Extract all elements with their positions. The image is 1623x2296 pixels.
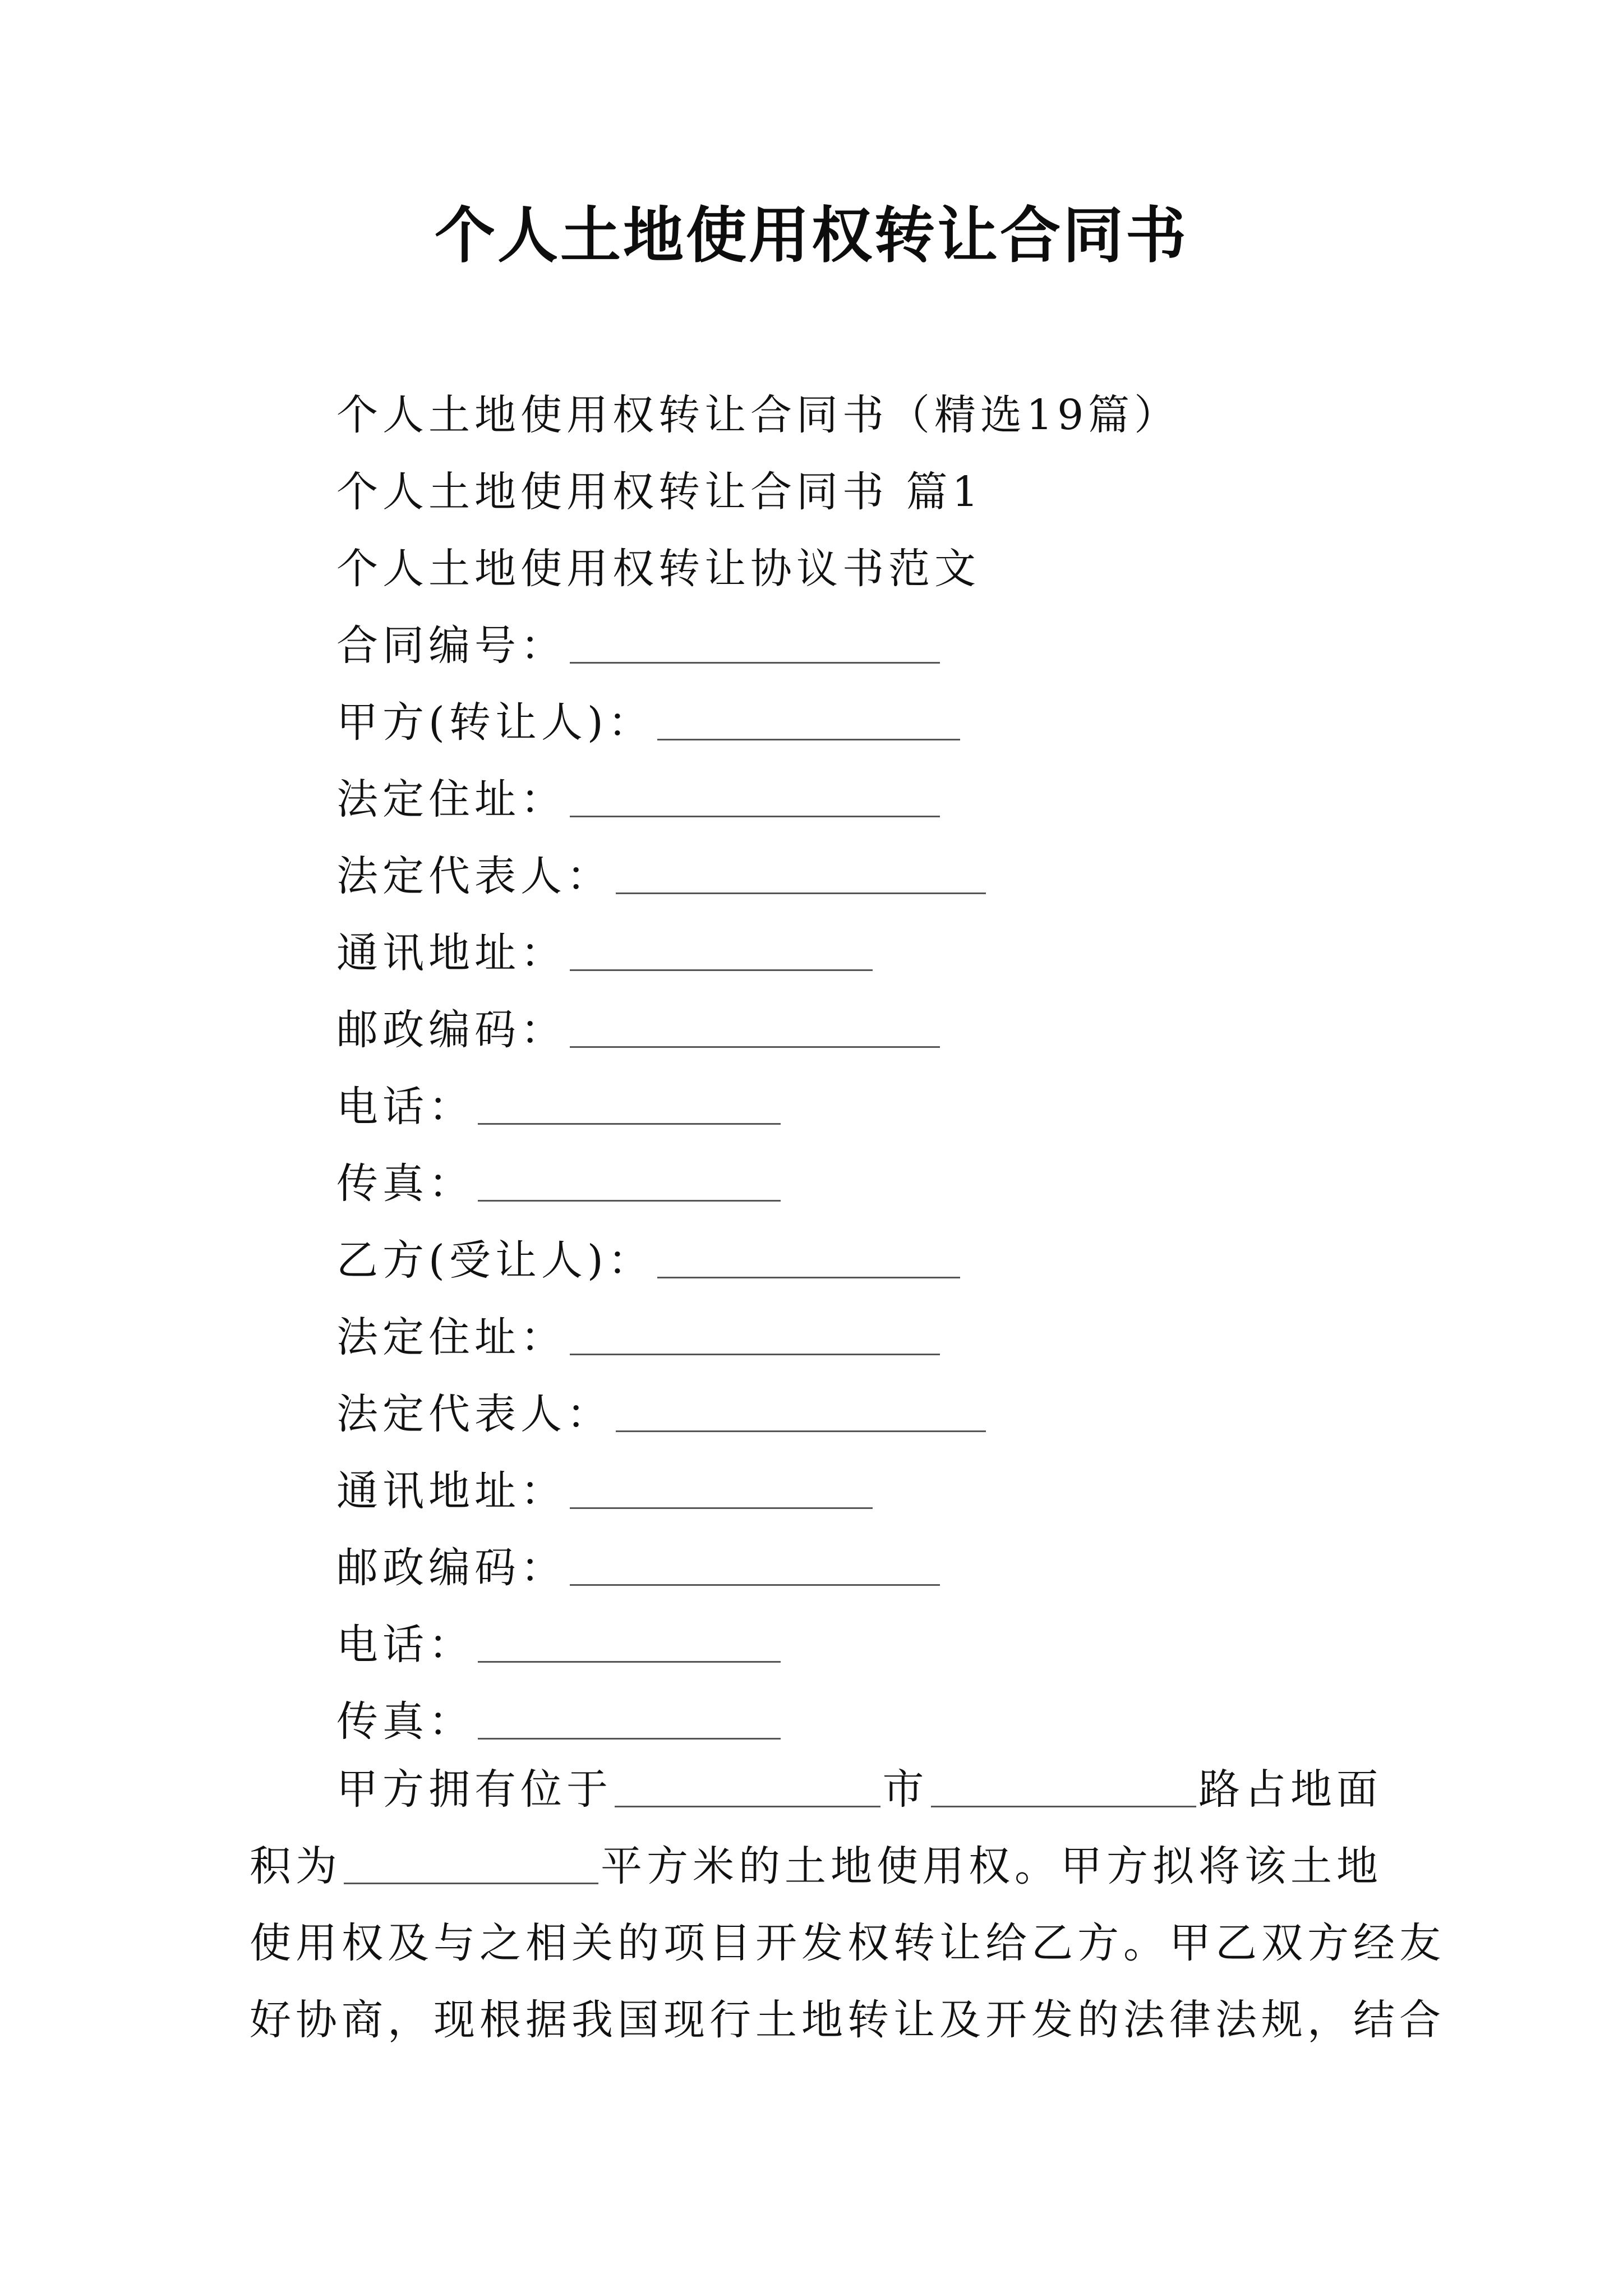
party-a-mailing-address-label: 通讯地址：: [336, 929, 566, 977]
agreement-heading-line: [336, 531, 1458, 608]
party-a-mailing-address-field: [336, 915, 1458, 992]
chapter-text: 个人土地使用权转让合同书 篇1: [336, 468, 983, 516]
party-a-field: [336, 684, 1458, 761]
paragraph-text: 市: [882, 1765, 929, 1814]
party-b-fax-label: 传真：: [336, 1697, 474, 1746]
party-a-postcode-blank: [570, 1046, 940, 1048]
party-b-mailing-address-field: [336, 1453, 1458, 1530]
paragraph-text: 使用权及与之相关的项目开发权转让给乙方。甲乙双方经友: [250, 1919, 1445, 1967]
contract-number-field: [336, 608, 1458, 684]
paragraph-text: 积为: [250, 1842, 342, 1890]
party-a-representative-blank: [616, 892, 986, 894]
party-a-representative-field: [336, 838, 1458, 915]
party-b-phone-field: [336, 1607, 1458, 1683]
contract-header-lines: [336, 377, 1458, 1760]
party-b-mailing-address-label: 通讯地址：: [336, 1467, 566, 1515]
area-blank: [344, 1883, 598, 1884]
party-b-address-blank: [570, 1354, 940, 1355]
party-b-field: [336, 1222, 1458, 1299]
party-b-address-field: [336, 1299, 1458, 1376]
party-b-fax-blank: [478, 1738, 781, 1740]
paragraph-text: 路占地面: [1198, 1765, 1382, 1814]
party-a-blank: [657, 739, 960, 740]
party-b-postcode-field: [336, 1530, 1458, 1607]
party-a-fax-blank: [478, 1200, 781, 1202]
party-a-address-label: 法定住址：: [336, 775, 566, 823]
party-a-phone-label: 电话：: [336, 1083, 474, 1131]
contract-number-label: 合同编号：: [336, 622, 566, 670]
paragraph-line-1: [250, 1751, 1382, 1828]
party-a-representative-label: 法定代表人：: [336, 852, 612, 900]
party-a-mailing-address-blank: [570, 969, 873, 971]
party-b-postcode-label: 邮政编码：: [336, 1544, 566, 1592]
party-b-phone-blank: [478, 1661, 781, 1663]
party-a-postcode-field: [336, 992, 1458, 1069]
party-b-label: 乙方(受让人)：: [336, 1236, 654, 1285]
party-b-representative-label: 法定代表人：: [336, 1390, 612, 1438]
paragraph-line-4: [250, 1982, 1445, 2059]
party-b-postcode-blank: [570, 1584, 940, 1586]
contract-number-blank: [570, 662, 940, 664]
party-a-postcode-label: 邮政编码：: [336, 1006, 566, 1054]
chapter-line: [336, 454, 1458, 531]
party-b-blank: [657, 1277, 960, 1278]
paragraph-text: 甲方拥有位于: [336, 1765, 612, 1814]
party-b-address-label: 法定住址：: [336, 1313, 566, 1361]
party-b-representative-field: [336, 1376, 1458, 1453]
party-a-address-field: [336, 761, 1458, 838]
agreement-heading-text: 个人土地使用权转让协议书范文: [336, 545, 980, 593]
road-blank: [931, 1806, 1197, 1807]
subtitle-line: [336, 377, 1458, 454]
paragraph-text: 平方米的土地使用权。甲方拟将该土地: [601, 1842, 1382, 1890]
party-b-mailing-address-blank: [570, 1507, 873, 1509]
party-a-label: 甲方(转让人)：: [336, 698, 654, 747]
party-b-phone-label: 电话：: [336, 1621, 474, 1669]
party-a-fax-field: [336, 1145, 1458, 1222]
body-paragraph: [250, 1751, 1445, 2059]
paragraph-line-2: [250, 1828, 1382, 1905]
city-blank: [615, 1806, 880, 1807]
party-a-address-blank: [570, 816, 940, 817]
paragraph-line-3: [250, 1905, 1445, 1982]
party-a-fax-label: 传真：: [336, 1159, 474, 1208]
subtitle-text: 个人土地使用权转让合同书（精选19篇）: [336, 391, 1181, 439]
document-title: 个人土地使用权转让合同书: [434, 200, 1188, 271]
party-a-phone-blank: [478, 1123, 781, 1125]
party-b-fax-field: [336, 1683, 1458, 1760]
party-b-representative-blank: [616, 1430, 986, 1432]
paragraph-text: 好协商，现根据我国现行土地转让及开发的法律法规，结合: [250, 1996, 1445, 2044]
party-a-phone-field: [336, 1069, 1458, 1145]
